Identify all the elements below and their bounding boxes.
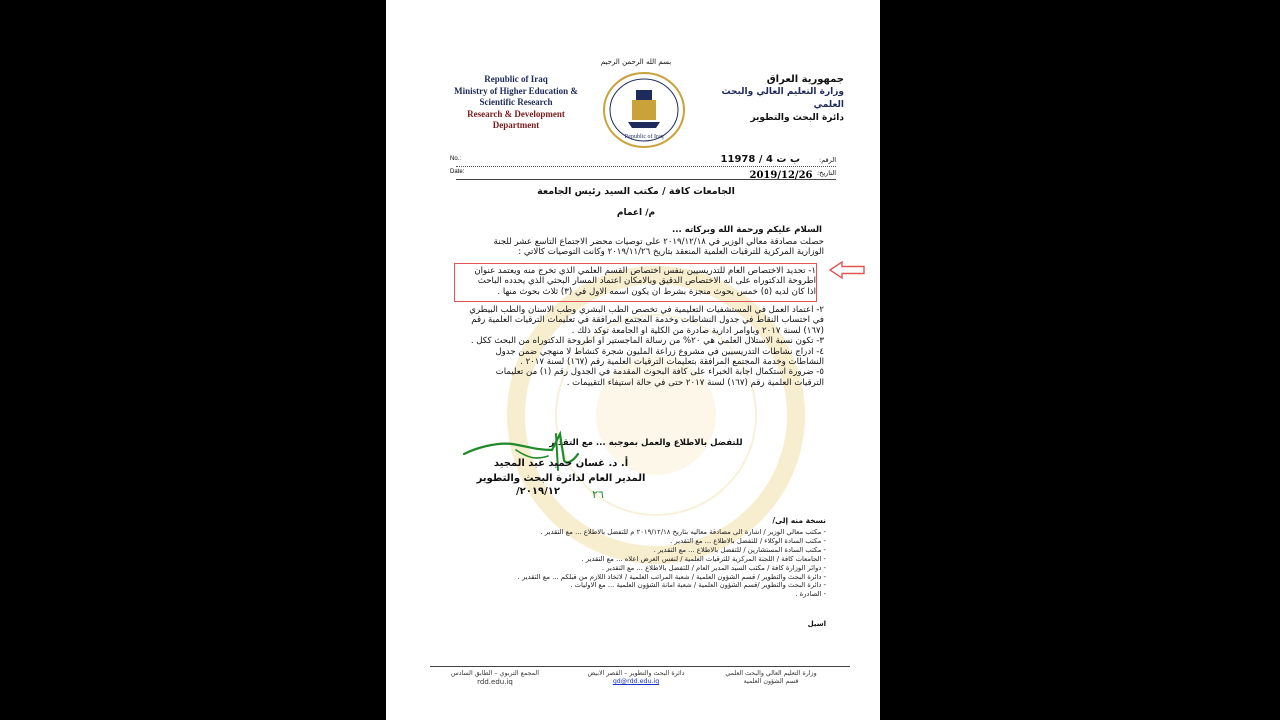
recommendation-1 bbox=[456, 266, 816, 297]
footer-line: وزارة التعليم العالي والبحث العلمي bbox=[725, 670, 817, 677]
header-en-line: Ministry of Higher Education & bbox=[454, 85, 578, 96]
item-line: اذا كان لديه (٥) خمس بحوث منجزة بشرط ان يكون اسمه الاول في (٣) ثلاث بحوث منها . bbox=[497, 286, 816, 297]
header-ar-line: وزارة التعليم العالي والبحث العلمي bbox=[721, 87, 844, 110]
item-line: اطروحة الدكتوراه على انه الاختصاص الدقيق وبالامكان اعتماد المسار البحثي الذي يحدده الباحث bbox=[477, 276, 816, 287]
typist-initials: اسيل bbox=[807, 620, 826, 628]
copy-recipient: - دائرة البحث والتطوير /قسم الشؤون العلمية / شعبة امانة الشؤون العلمية ... مع الاوليات . bbox=[570, 581, 826, 590]
copies-list bbox=[446, 528, 826, 599]
header-english bbox=[446, 74, 586, 132]
footer-divider bbox=[430, 666, 850, 667]
item-line: النشاطات وخدمة المجتمع المرافقة بتعليمات الترقيات العلمية رقم (١٦٧) لسنة ٢٠١٧ . bbox=[520, 357, 824, 368]
footer-center bbox=[566, 670, 706, 686]
footer-left bbox=[430, 670, 560, 686]
ref-divider bbox=[456, 166, 836, 167]
item-line: ٤- ادراج نشاطات التدريسيين في مشروع زراعة المليون شجرة كنشاط لا منهجي ضمن جدول bbox=[495, 346, 824, 357]
copy-recipient: - مكتب السادة الوكلاء / للتفضل بالاطلاع ... مع التقدير . bbox=[670, 536, 826, 545]
basmala: بسم الله الرحمن الرحيم bbox=[600, 58, 672, 66]
item-line: ٣- تكون نسبة الاستلال العلمي هي ٢٠% من رسالة الماجستير او اطروحة الدكتوراه من البحث ككل . bbox=[470, 336, 824, 347]
recommendations-list bbox=[454, 305, 824, 388]
ministry-logo-icon bbox=[600, 70, 688, 150]
intro-line: حصلت مصادقة معالي الوزير في ٢٠١٩/١٢/١٨ على توصيات محضر الاجتماع التاسع عشر للجنة bbox=[493, 237, 824, 247]
header-arabic bbox=[704, 73, 844, 125]
greeting: السلام عليكم ورحمة الله وبركاته ... bbox=[671, 225, 822, 235]
logo-text: Republic of Iraq bbox=[624, 134, 664, 140]
copy-recipient: - الصادرة . bbox=[795, 590, 826, 599]
header-en-dept-line: Research & Development bbox=[467, 108, 565, 119]
signature-day-handwritten: ٢٦ bbox=[592, 488, 604, 501]
copy-recipient: - دائرة البحث والتطوير / قسم الشؤون العلمية / شعبة المراتب العلمية / لاتخاذ اللازم من قبلكم ... مع التقدير . bbox=[517, 572, 826, 581]
copies-heading: نسخة منه إلى/ bbox=[772, 516, 826, 525]
footer-line: المجمع التربوي – الطابق السادس bbox=[451, 670, 539, 677]
item-line: في احتساب النقاط في جدول النشاطات وخدمة المجتمع المرافقة في تعليمات الترقيات العلمية رقم bbox=[471, 315, 824, 326]
date-label-en: Date: bbox=[450, 169, 465, 175]
header-en-dept-line: Department bbox=[492, 120, 540, 130]
reference-number: ب ت 4 / 11978 bbox=[720, 154, 800, 165]
signature-date: ٢٠١٩/١٢/ bbox=[516, 486, 560, 497]
signatory-name: أ. د. غسان حميد عبد المجيد bbox=[493, 458, 629, 469]
footer-line: قسم الشؤون العلمية bbox=[743, 678, 799, 685]
subject: م/ اعمام bbox=[616, 208, 656, 218]
header-ar-line: دائرة البحث والتطوير bbox=[750, 113, 844, 123]
copy-recipient: - مكتب السادة المستشارين / للتفضل بالاطلاع ... مع التقدير . bbox=[653, 545, 826, 554]
copy-recipient: - دوائر الوزارة كافة / مكتب السيد المدير العام / للتفضل بالاطلاع ... مع التقدير . bbox=[601, 563, 826, 572]
footer-line: دائرة البحث والتطوير – القصر الابيض bbox=[587, 670, 685, 677]
footer-email-link[interactable]: gd@rdd.edu.iq bbox=[612, 678, 660, 685]
item-line: (١٦٧) لسنة ٢٠١٧ وباوامر ادارية صادرة من الكلية او الجامعة توكد ذلك . bbox=[571, 325, 824, 336]
intro-paragraph bbox=[454, 237, 824, 258]
item-line: ٥- ضرورة استكمال اجابة الخبراء على كافة البحوث المقدمة في الجدول رقم (١) من تعليمات bbox=[495, 367, 824, 378]
item-line: ١- تحديد الاختصاص العام للتدريسيين بنفس اختصاص القسم العلمي الذي تخرج منه ويعتمد عنوان bbox=[474, 266, 816, 276]
header-en-line: Scientific Research bbox=[479, 97, 553, 107]
addressee: الجامعات كافة / مكتب السيد رئيس الجامعة bbox=[537, 186, 735, 197]
document-page bbox=[386, 0, 880, 720]
copy-recipient: - مكتب معالي الوزير / اشارة الى مصادقة معاليه بتاريخ ٢٠١٩/١٢/١٨ م للتفضل بالاطلاع ... مع التقدير . bbox=[540, 528, 826, 536]
closing-line: للتفضل بالاطلاع والعمل بموجبه ... مع التقدير bbox=[549, 438, 743, 448]
intro-line: الوزارية المركزية للترقيات العلمية المنعقد بتاريخ ٢٠١٩/١١/٢٦ وكانت التوصيات كالاتي : bbox=[518, 247, 824, 258]
footer-ministry bbox=[706, 670, 836, 686]
copy-recipient: - الجامعات كافة / اللجنة المركزية للترقيات العلمية / لنفس الغرض اعلاه ... مع التقدير . bbox=[581, 554, 826, 563]
header-divider bbox=[456, 179, 836, 180]
left-arrow-icon bbox=[828, 260, 868, 280]
reference-date: 2019/12/26 bbox=[749, 170, 813, 181]
no-label-en: No.: bbox=[450, 156, 462, 162]
signatory-title: المدير العام لدائرة البحث والتطوير bbox=[476, 473, 646, 484]
header-ar-line: جمهورية العراق bbox=[766, 74, 844, 85]
header-en-line: Republic of Iraq bbox=[484, 74, 548, 84]
date-label-ar: التاريخ: bbox=[816, 169, 836, 177]
item-line: ٢- اعتماد العمل في المستشفيات التعليمية في تخصص الطب البشري وطب الاسنان والطب البيطري bbox=[469, 305, 824, 315]
item-line: الترقيات العلمية رقم (١٦٧) لسنة ٢٠١٧ حتى في حالة استيفاء التقييمات . bbox=[566, 377, 824, 388]
no-label-ar: الرقم: bbox=[819, 156, 836, 164]
footer-website: rdd.edu.iq bbox=[477, 678, 513, 686]
